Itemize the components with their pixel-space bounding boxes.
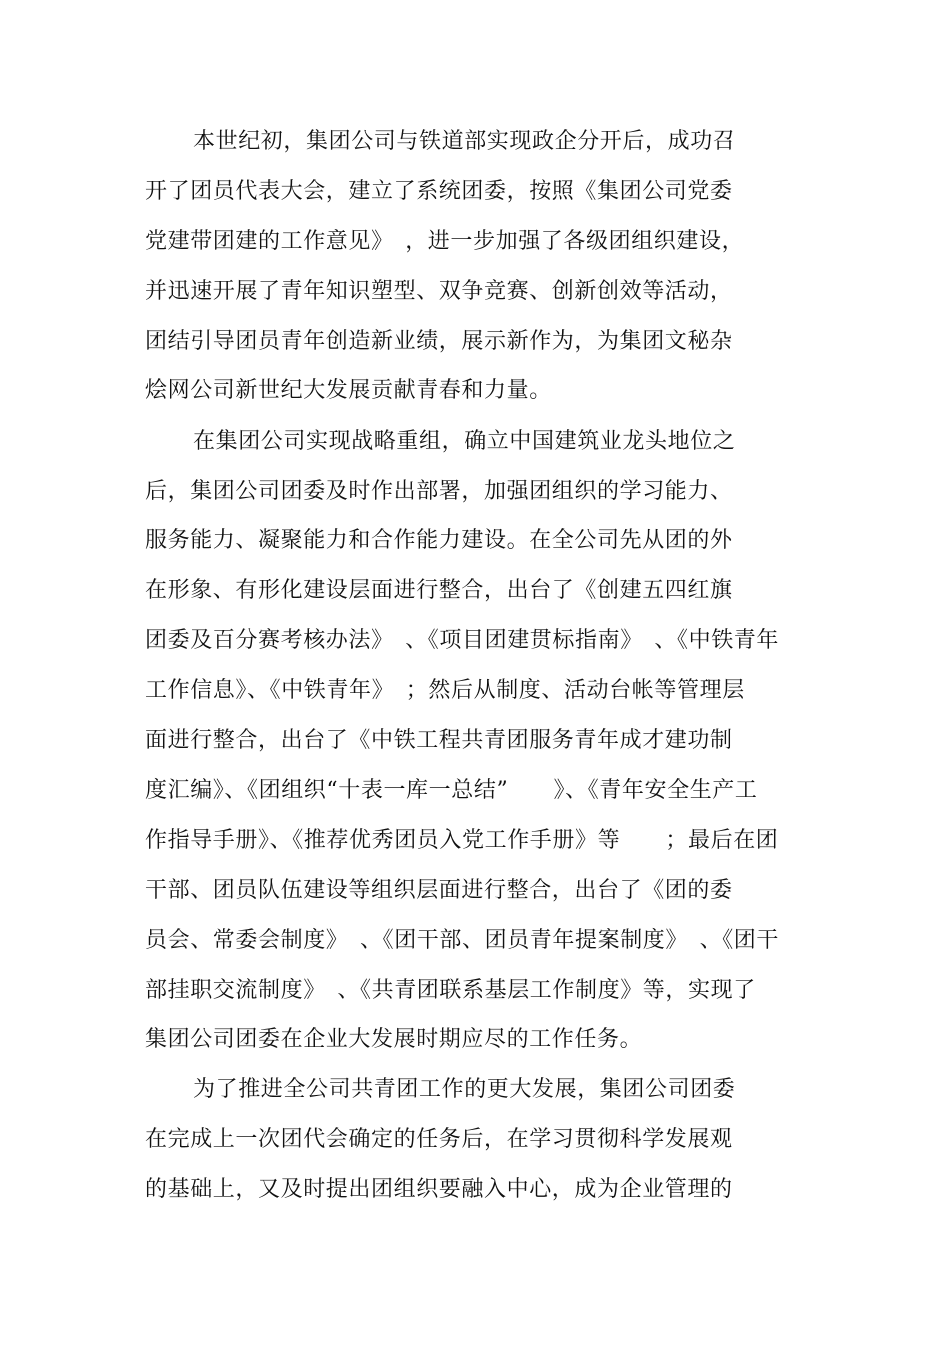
paragraph-1-line-4: 并迅速开展了青年知识塑型、双争竞赛、创新创效等活动， bbox=[145, 279, 733, 304]
paragraph-2-line-8: 度汇编》、《团组织“十表一库一总结” 》、《青年安全生产工 bbox=[145, 778, 758, 803]
paragraph-2-line-13: 集团公司团委在企业大发展时期应尽的工作任务。 bbox=[145, 1027, 643, 1052]
paragraph-2-line-2: 后，集团公司团委及时作出部署，加强团组织的学习能力、 bbox=[145, 479, 733, 504]
paragraph-1-line-2: 开了团员代表大会，建立了系统团委，按照《集团公司党委 bbox=[145, 179, 733, 204]
paragraph-3-line-3: 的基础上，又及时提出团组织要融入中心，成为企业管理的 bbox=[145, 1177, 733, 1202]
paragraph-2-line-9: 作指导手册》、《推荐优秀团员入党工作手册》等 ；最后在团 bbox=[145, 828, 779, 853]
paragraph-2-line-11: 员会、常委会制度》 、《团干部、团员青年提案制度》 、《团干 bbox=[145, 928, 780, 953]
paragraph-1-line-1: 本世纪初，集团公司与铁道部实现政企分开后，成功召 bbox=[193, 129, 736, 154]
paragraph-2-line-3: 服务能力、凝聚能力和合作能力建设。在全公司先从团的外 bbox=[145, 528, 733, 553]
paragraph-2-line-6: 工作信息》、《中铁青年》 ；然后从制度、活动台帐等管理层 bbox=[145, 678, 745, 703]
paragraph-2-line-7: 面进行整合，出台了《中铁工程共青团服务青年成才建功制 bbox=[145, 728, 733, 753]
paragraph-1-line-3: 党建带团建的工作意见》 ，进一步加强了各级团组织建设， bbox=[145, 229, 745, 254]
paragraph-2-line-5: 团委及百分赛考核办法》 、《项目团建贯标指南》 、《中铁青年 bbox=[145, 628, 780, 653]
paragraph-2-line-12: 部挂职交流制度》 、《共青团联系基层工作制度》等，实现了 bbox=[145, 978, 756, 1003]
paragraph-3-line-1: 为了推进全公司共青团工作的更大发展，集团公司团委 bbox=[193, 1077, 736, 1102]
paragraph-3-line-2: 在完成上一次团代会确定的任务后，在学习贯彻科学发展观 bbox=[145, 1127, 733, 1152]
paragraph-1-line-6: 烩网公司新世纪大发展贡献青春和力量。 bbox=[145, 378, 552, 403]
paragraph-1-line-5: 团结引导团员青年创造新业绩，展示新作为，为集团文秘杂 bbox=[145, 329, 733, 354]
paragraph-2-line-4: 在形象、有形化建设层面进行整合，出台了《创建五四红旗 bbox=[145, 578, 733, 603]
paragraph-2-line-10: 干部、团员队伍建设等组织层面进行整合，出台了《团的委 bbox=[145, 878, 733, 903]
paragraph-2-line-1: 在集团公司实现战略重组，确立中国建筑业龙头地位之 bbox=[193, 429, 736, 454]
